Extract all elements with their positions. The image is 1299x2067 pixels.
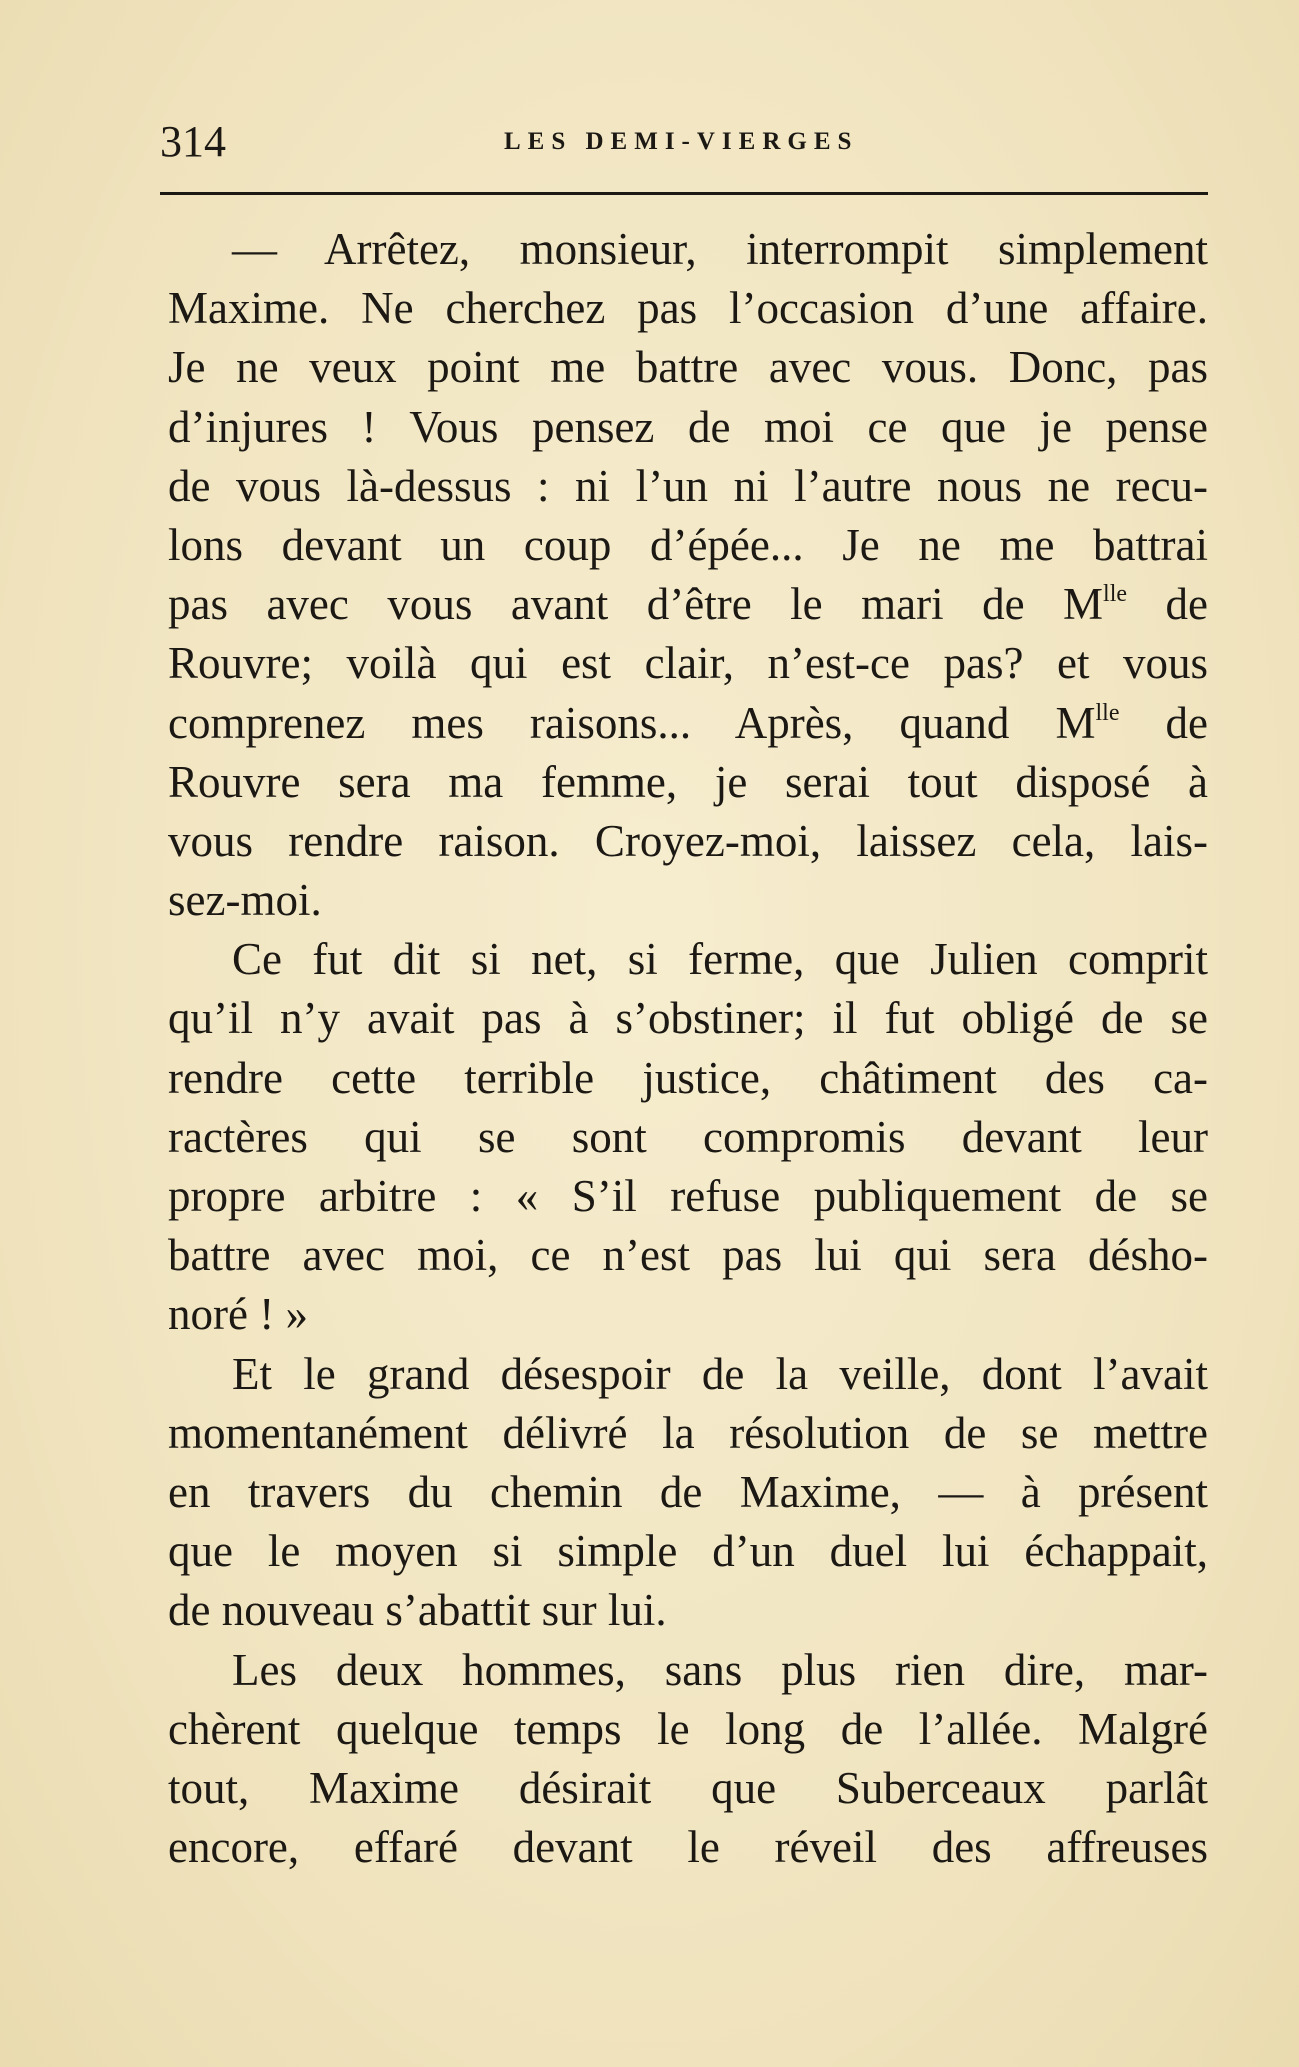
line-text: comprenez mes raisons... Après, quand M [168,697,1096,748]
line-text: que le moyen si simple d’un duel lui échappait, [168,1526,1208,1577]
line-text: noré ! » [168,1289,308,1340]
text-line [168,1641,1208,1700]
line-text: encore, effaré devant le réveil des affreuses [168,1822,1208,1873]
text-line [168,634,1208,693]
text-line [168,457,1208,516]
text-line [168,398,1208,457]
text-line [168,1285,1208,1344]
superscript: lle [1103,581,1128,608]
text-line [168,694,1208,753]
line-text: vous rendre raison. Croyez-moi, laissez cela, lais- [168,815,1208,866]
text-line [168,930,1208,989]
paragraph [168,1641,1208,1878]
text-line [168,1345,1208,1404]
text-line [168,1818,1208,1877]
paragraph [168,220,1208,930]
text-line [168,1522,1208,1581]
line-text: battre avec moi, ce n’est pas lui qui sera désho- [168,1230,1208,1281]
text-line [168,1049,1208,1108]
text-line [168,1581,1208,1640]
running-title: LES DEMI-VIERGES [504,128,859,155]
line-text: en travers du chemin de Maxime, — à présent [168,1466,1208,1517]
text-line [168,989,1208,1048]
line-text: tout, Maxime désirait que Suberceaux parlât [168,1762,1208,1813]
line-text: pas avec vous avant d’être le mari de M [168,579,1104,630]
text-line [168,575,1208,634]
text-line [168,1167,1208,1226]
text-line [168,279,1208,338]
line-text: de nouveau s’abattit sur lui. [168,1585,667,1636]
page-number: 314 [160,117,226,166]
text-line [168,753,1208,812]
line-text: Rouvre; voilà qui est clair, n’est-ce pas? et vous [168,638,1208,689]
line-text: Les deux hommes, sans plus rien dire, mar- [232,1644,1208,1695]
line-text: rendre cette terrible justice, châtiment des ca- [168,1052,1208,1103]
line-text: Ce fut dit si net, si ferme, que Julien comprit [232,934,1208,985]
text-line [168,516,1208,575]
text-line [168,1759,1208,1818]
line-text: de vous là-dessus : ni l’un ni l’autre nous ne recu- [168,460,1208,511]
line-text: Rouvre sera ma femme, je serai tout disposé à [168,756,1208,807]
line-text: qu’il n’y avait pas à s’obstiner; il fut obligé de se [168,993,1208,1044]
line-text-after: de [1127,579,1208,630]
line-text: d’injures ! Vous pensez de moi ce que je pense [168,401,1208,452]
line-text: sez-moi. [168,875,322,926]
text-line [168,1108,1208,1167]
line-text-after: de [1119,697,1208,748]
text-line [168,1463,1208,1522]
text-line [168,812,1208,871]
line-text: ractères qui se sont compromis devant leur [168,1111,1208,1162]
text-line [168,1700,1208,1759]
header-rule [160,192,1208,195]
paragraph [168,930,1208,1344]
line-text: momentanément délivré la résolution de se mettre [168,1407,1208,1458]
line-text: propre arbitre : « S’il refuse publiquement de se [168,1171,1208,1221]
line-text: Et le grand désespoir de la veille, dont l’avait [232,1348,1208,1399]
running-head [160,112,1210,172]
paragraph [168,1345,1208,1641]
line-text: chèrent quelque temps le long de l’allée. Malgré [168,1703,1208,1754]
line-text: Je ne veux point me battre avec vous. Donc, pas [168,342,1208,393]
body-text [168,220,1208,1877]
line-text: lons devant un coup d’épée... Je ne me battrai [168,519,1208,570]
text-line [168,220,1208,279]
text-line [168,1226,1208,1285]
superscript: lle [1095,699,1120,726]
line-text: Maxime. Ne cherchez pas l’occasion d’une affaire. [168,283,1208,334]
text-line [168,871,1208,930]
text-line [168,1404,1208,1463]
text-line [168,338,1208,397]
line-text: — Arrêtez, monsieur, interrompit simplement [232,224,1208,274]
